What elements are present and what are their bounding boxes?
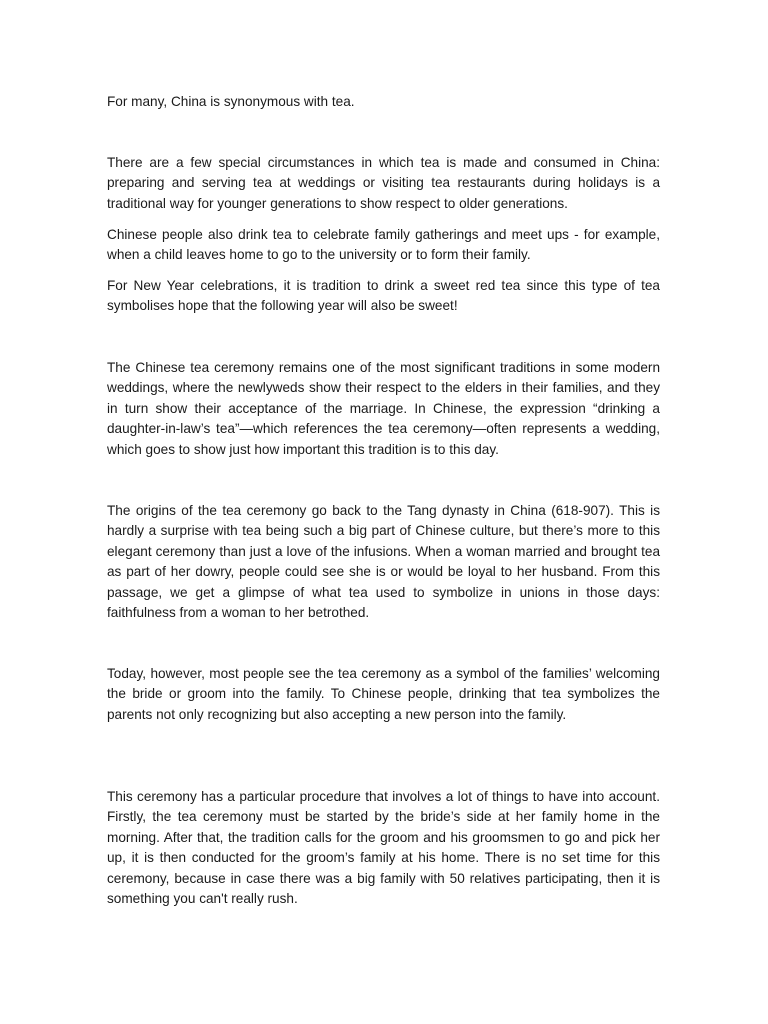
intro-paragraph: For many, China is synonymous with tea.	[107, 94, 355, 109]
ceremony-procedure-paragraph: This ceremony has a particular procedure that involves a lot of things to have into account. Firstly, the tea ceremony must be started by the bride’s side at her family home in the morning. After that, the tradition calls for the groom and his groomsmen to go and pick her up, it is then conducted for the groom’s family at his home. There is no set time for this ceremony, because in case there was a big family with 50 relatives participating, then it is something you can't really rush.	[107, 789, 660, 907]
modern-meaning-paragraph: Today, however, most people see the tea ceremony as a symbol of the families’ welcoming the bride or groom into the family. To Chinese people, drinking that tea symbolizes the parents not only recognizing but also accepting a new person into the family.	[107, 666, 660, 722]
special-circumstances-paragraph: There are a few special circumstances in which tea is made and consumed in China: preparing and serving tea at weddings or visiting tea restaurants during holidays is a traditional way for younger generations to show respect to older generations.	[107, 155, 660, 211]
new-year-paragraph: For New Year celebrations, it is tradition to drink a sweet red tea since this type of tea symbolises hope that the following year will also be sweet!	[107, 278, 660, 314]
tea-ceremony-weddings-paragraph: The Chinese tea ceremony remains one of the most significant traditions in some modern weddings, where the newlyweds show their respect to the elders in their families, and they in turn show their acceptance of the marriage. In Chinese, the expression “drinking a daughter-in-law’s tea”—which references the tea ceremony—often represents a wedding, which goes to show just how important this tradition is to this day.	[107, 360, 660, 457]
tea-ceremony-origins-paragraph: The origins of the tea ceremony go back to the Tang dynasty in China (618-907). This is hardly a surprise with tea being such a big part of Chinese culture, but there’s more to this elegant ceremony than just a love of the infusions. When a woman married and brought tea as part of her dowry, people could see she is or would be loyal to her husband. From this passage, we get a glimpse of what tea used to symbolize in unions in those days: faithfulness from a woman to her betrothed.	[107, 503, 660, 621]
family-gatherings-paragraph: Chinese people also drink tea to celebrate family gatherings and meet ups - for example, when a child leaves home to go to the university or to form their family.	[107, 227, 660, 263]
